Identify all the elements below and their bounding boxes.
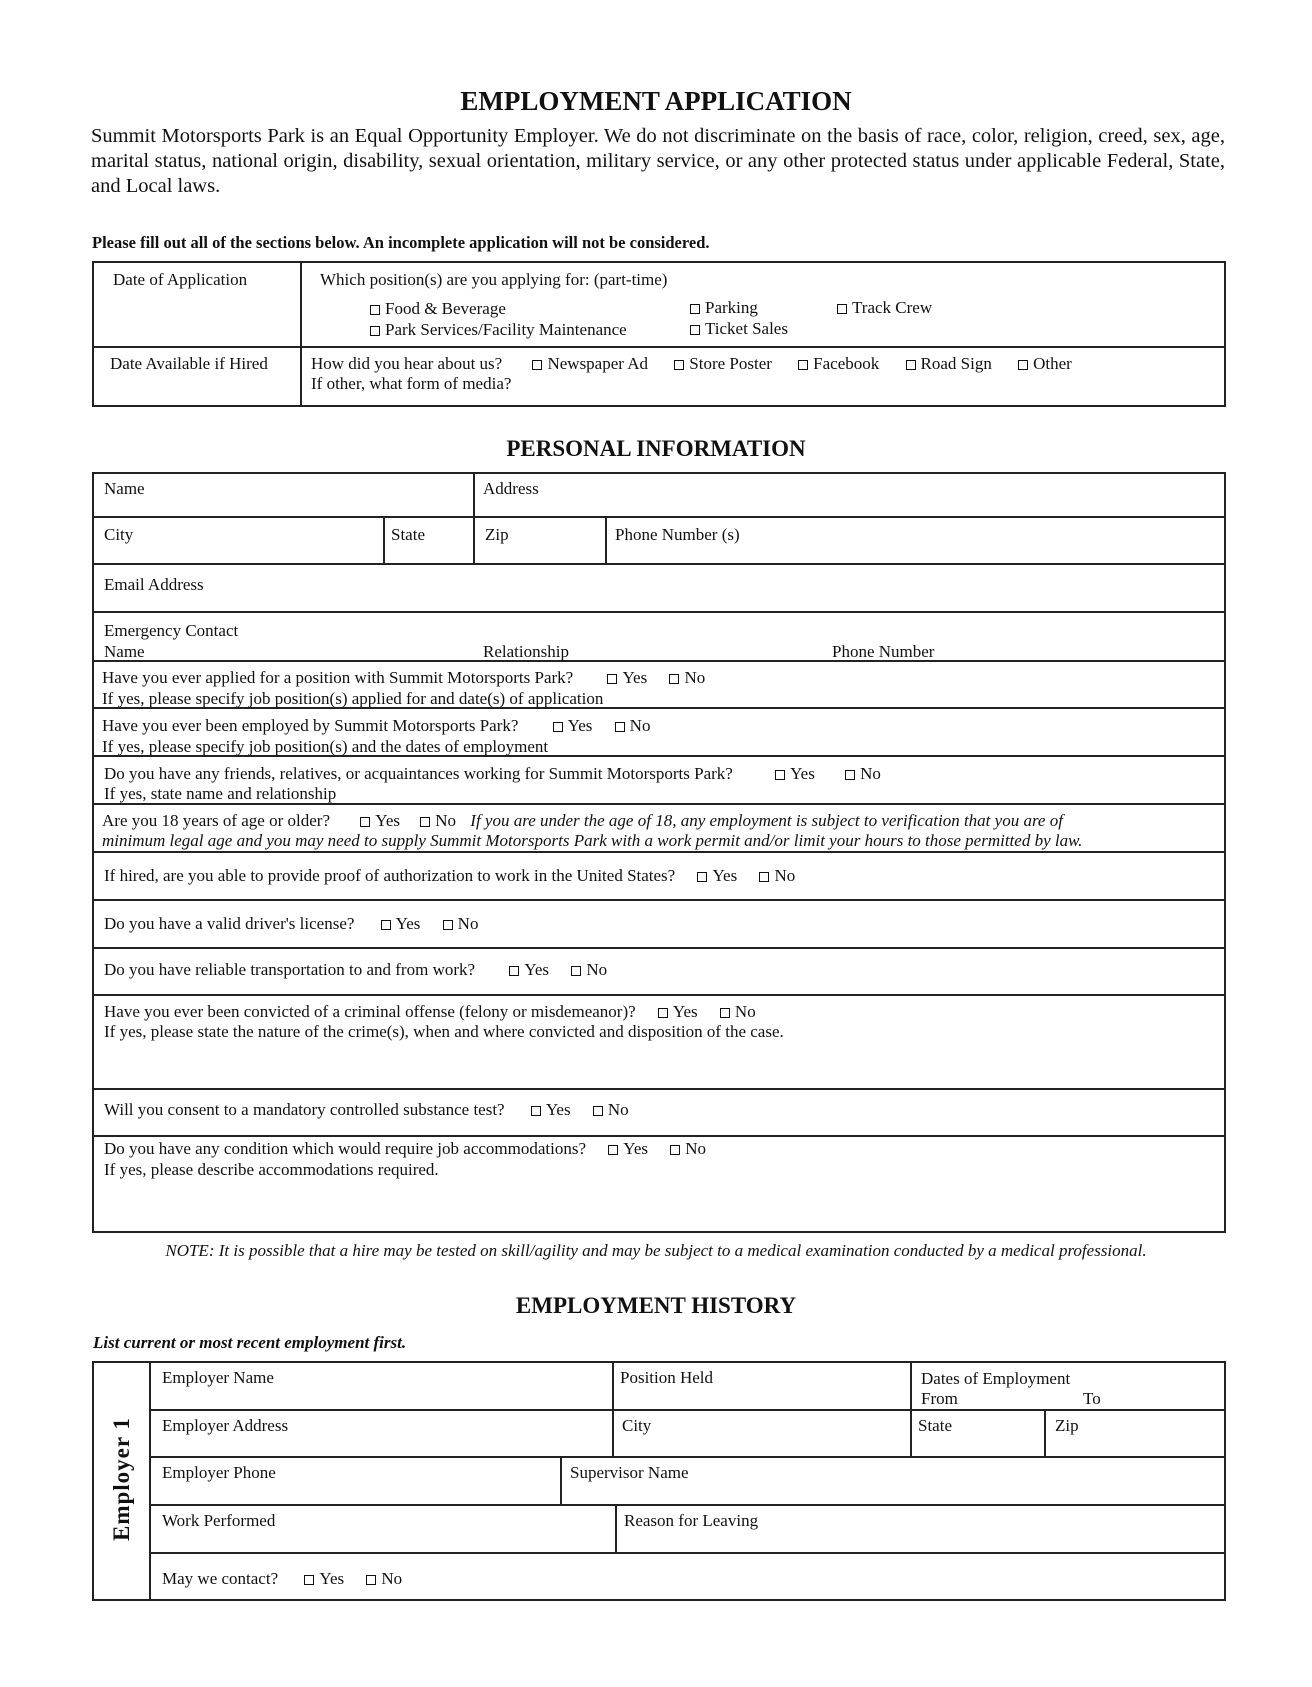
email-field[interactable]: Email Address	[104, 575, 204, 594]
checkbox-icon[interactable]	[658, 1008, 668, 1018]
checkbox-icon[interactable]	[366, 1575, 376, 1585]
dates-of-employment-label: Dates of Employment	[921, 1369, 1071, 1388]
ec-name-field[interactable]: Name	[104, 642, 145, 661]
ec-relationship-field[interactable]: Relationship	[483, 642, 569, 661]
yes-option[interactable]: Yes	[509, 960, 549, 979]
checkbox-icon[interactable]	[697, 872, 707, 882]
checkbox-icon[interactable]	[845, 770, 855, 780]
yes-option[interactable]: Yes	[607, 668, 647, 687]
employer-1-label: Employer 1	[109, 1417, 134, 1541]
instructions: Please fill out all of the sections below. An incomplete application will not be considered.	[92, 233, 710, 252]
checkbox-icon[interactable]	[720, 1008, 730, 1018]
checkbox-icon[interactable]	[370, 326, 380, 336]
phone-field[interactable]: Phone Number (s)	[615, 525, 740, 544]
question-criminal-offense: Have you ever been convicted of a criminal offense (felony or misdemeanor)? Yes No	[104, 1002, 756, 1021]
employer-state-field[interactable]: State	[918, 1416, 952, 1435]
hear-store-poster[interactable]: Store Poster	[674, 354, 772, 373]
no-option[interactable]: No	[366, 1569, 402, 1588]
hear-newspaper-ad[interactable]: Newspaper Ad	[532, 354, 648, 373]
name-field[interactable]: Name	[104, 479, 145, 498]
state-field[interactable]: State	[391, 525, 425, 544]
employer-address-field[interactable]: Employer Address	[162, 1416, 289, 1435]
checkbox-icon[interactable]	[607, 674, 617, 684]
checkbox-icon[interactable]	[1018, 360, 1028, 370]
checkbox-icon[interactable]	[532, 360, 542, 370]
employer-phone-field[interactable]: Employer Phone	[162, 1463, 276, 1482]
hear-road-sign[interactable]: Road Sign	[906, 354, 992, 373]
checkbox-icon[interactable]	[370, 305, 380, 315]
section-title-history: EMPLOYMENT HISTORY	[515, 1293, 797, 1318]
position-track-crew[interactable]: Track Crew	[837, 298, 932, 318]
no-option[interactable]: No	[720, 1002, 756, 1021]
yes-option[interactable]: Yes	[775, 764, 815, 783]
checkbox-icon[interactable]	[615, 722, 625, 732]
reason-for-leaving-field[interactable]: Reason for Leaving	[624, 1511, 759, 1530]
zip-field[interactable]: Zip	[485, 525, 509, 544]
no-option[interactable]: No	[669, 668, 705, 687]
age-note: minimum legal age and you may need to supply Summit Motorsports Park with a work permit and/or limit your hours to those permitted by law.	[102, 831, 1083, 850]
page-title: EMPLOYMENT APPLICATION	[460, 86, 852, 116]
yes-option[interactable]: Yes	[360, 811, 400, 830]
checkbox-icon[interactable]	[670, 1145, 680, 1155]
hear-about-us-group: How did you hear about us? Newspaper Ad Store Poster Facebook Road Sign Other	[311, 354, 1072, 373]
address-field[interactable]: Address	[483, 479, 539, 498]
checkbox-icon[interactable]	[420, 817, 430, 827]
may-we-contact-group: May we contact? Yes No	[162, 1569, 403, 1588]
position-food-beverage[interactable]: Food & Beverage	[370, 299, 506, 319]
hear-other[interactable]: Other	[1018, 354, 1072, 373]
followup-applied-before: If yes, please specify job position(s) applied for and date(s) of application	[102, 689, 604, 708]
question-employed-before: Have you ever been employed by Summit Motorsports Park? Yes No	[102, 716, 651, 735]
question-friends-relatives: Do you have any friends, relatives, or acquaintances working for Summit Motorsports Park? Yes No	[104, 764, 881, 783]
no-option[interactable]: No	[593, 1100, 629, 1119]
checkbox-icon[interactable]	[759, 872, 769, 882]
question-accommodations: Do you have any condition which would require job accommodations? Yes No	[104, 1139, 707, 1158]
no-option[interactable]: No	[420, 811, 456, 830]
employer-city-field[interactable]: City	[622, 1416, 652, 1435]
yes-option[interactable]: Yes	[381, 914, 421, 933]
checkbox-icon[interactable]	[798, 360, 808, 370]
medical-note: NOTE: It is possible that a hire may be tested on skill/agility and may be subject to a medical examination conducted by a medical professional.	[165, 1241, 1147, 1260]
checkbox-icon[interactable]	[509, 966, 519, 976]
followup-accommodations: If yes, please describe accommodations required.	[104, 1160, 439, 1179]
checkbox-icon[interactable]	[304, 1575, 314, 1585]
question-substance-test: Will you consent to a mandatory controlled substance test? Yes No	[104, 1100, 629, 1119]
positions-question: Which position(s) are you applying for: (part-time)	[320, 270, 668, 289]
checkbox-icon[interactable]	[608, 1145, 618, 1155]
question-age-18: Are you 18 years of age or older? Yes No If you are under the age of 18, any employment is subject to verification that you are of	[102, 811, 1063, 830]
yes-option[interactable]: Yes	[304, 1569, 344, 1588]
checkbox-icon[interactable]	[775, 770, 785, 780]
position-parking[interactable]: Parking	[690, 298, 758, 318]
checkbox-icon[interactable]	[531, 1106, 541, 1116]
yes-option[interactable]: Yes	[697, 866, 737, 885]
no-option[interactable]: No	[670, 1139, 706, 1158]
supervisor-name-field[interactable]: Supervisor Name	[570, 1463, 689, 1482]
checkbox-icon[interactable]	[674, 360, 684, 370]
question-work-authorization: If hired, are you able to provide proof of authorization to work in the United States? Yes No	[104, 866, 796, 885]
ec-phone-field[interactable]: Phone Number	[832, 642, 935, 661]
checkbox-icon[interactable]	[381, 920, 391, 930]
checkbox-icon[interactable]	[571, 966, 581, 976]
question-transportation: Do you have reliable transportation to and from work? Yes No	[104, 960, 608, 979]
no-option[interactable]: No	[759, 866, 795, 885]
position-park-services[interactable]: Park Services/Facility Maintenance	[370, 320, 627, 340]
hear-facebook[interactable]: Facebook	[798, 354, 879, 373]
checkbox-icon[interactable]	[593, 1106, 603, 1116]
section-title-personal: PERSONAL INFORMATION	[506, 436, 806, 461]
checkbox-icon[interactable]	[360, 817, 370, 827]
checkbox-icon[interactable]	[443, 920, 453, 930]
employer-zip-field[interactable]: Zip	[1055, 1416, 1079, 1435]
date-available-field[interactable]: Date Available if Hired	[110, 354, 268, 373]
checkbox-icon[interactable]	[553, 722, 563, 732]
question-drivers-license: Do you have a valid driver's license? Yes No	[104, 914, 479, 933]
yes-option[interactable]: Yes	[658, 1002, 698, 1021]
emergency-contact-label: Emergency Contact	[104, 621, 239, 640]
checkbox-icon[interactable]	[906, 360, 916, 370]
other-media-field[interactable]: If other, what form of media?	[311, 374, 512, 393]
to-date-field[interactable]: To	[1083, 1389, 1101, 1408]
history-instruction: List current or most recent employment first.	[93, 1333, 407, 1352]
no-option[interactable]: No	[443, 914, 479, 933]
checkbox-icon[interactable]	[837, 304, 847, 314]
eeo-statement: Summit Motorsports Park is an Equal Opportunity Employer. We do not discriminate on the basis of race, color, religion, creed, sex, age, marital status, national origin, disability, sexual orientation, military service, or any other protected status under applicable Federal, State, and Local laws.	[91, 125, 1225, 197]
yes-option[interactable]: Yes	[553, 716, 593, 735]
no-option[interactable]: No	[571, 960, 607, 979]
question-applied-before: Have you ever applied for a position with Summit Motorsports Park? Yes No	[102, 668, 706, 687]
from-date-field[interactable]: From	[921, 1389, 958, 1408]
yes-option[interactable]: Yes	[531, 1100, 571, 1119]
followup-criminal-offense: If yes, please state the nature of the crime(s), when and where convicted and disposition of the case.	[104, 1022, 784, 1041]
position-held-field[interactable]: Position Held	[620, 1368, 714, 1387]
checkbox-icon[interactable]	[690, 325, 700, 335]
employer-name-field[interactable]: Employer Name	[162, 1368, 274, 1387]
no-option[interactable]: No	[615, 716, 651, 735]
checkbox-icon[interactable]	[690, 304, 700, 314]
position-ticket-sales[interactable]: Ticket Sales	[690, 319, 788, 339]
checkbox-icon[interactable]	[669, 674, 679, 684]
work-performed-field[interactable]: Work Performed	[162, 1511, 276, 1530]
city-field[interactable]: City	[104, 525, 134, 544]
followup-employed-before: If yes, please specify job position(s) and the dates of employment	[102, 737, 549, 756]
date-of-application-field[interactable]: Date of Application	[113, 270, 248, 289]
no-option[interactable]: No	[845, 764, 881, 783]
yes-option[interactable]: Yes	[608, 1139, 648, 1158]
followup-friends-relatives: If yes, state name and relationship	[104, 784, 337, 803]
